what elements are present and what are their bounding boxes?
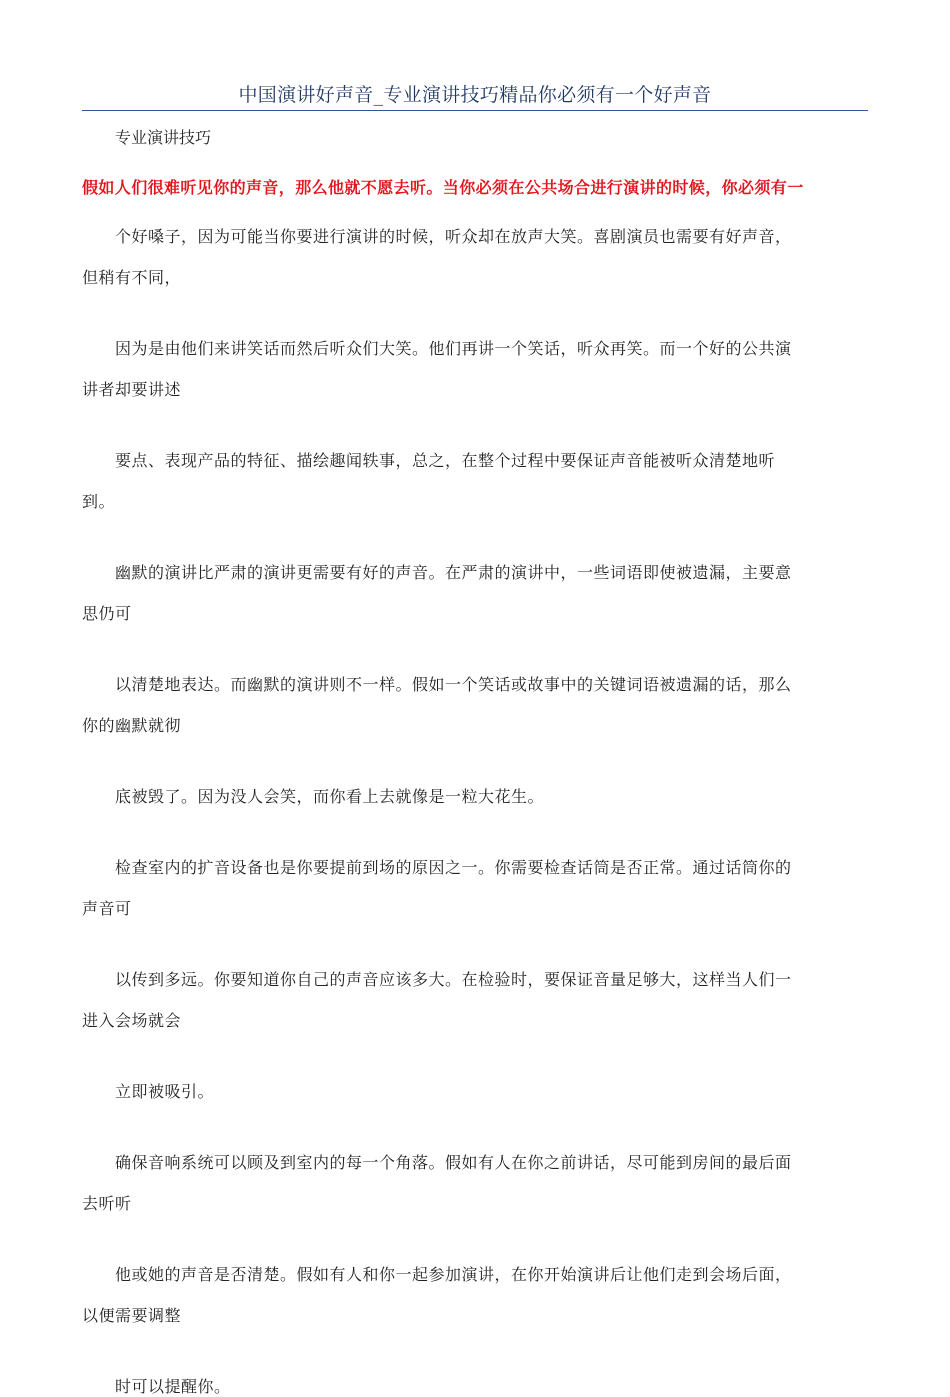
page-title: 中国演讲好声音_专业演讲技巧精品你必须有一个好声音: [238, 84, 712, 106]
paragraph-line: 确保音响系统可以顾及到室内的每一个角落。假如有人在你之前讲话，尽可能到房间的最后面: [115, 1153, 792, 1172]
paragraph-line: 进入会场就会: [82, 1011, 182, 1030]
paragraph-line: 到。: [82, 492, 116, 511]
paragraph: [82, 1153, 860, 1214]
paragraph: [82, 227, 860, 288]
paragraph: [82, 339, 860, 400]
paragraph: [82, 675, 860, 736]
document-body: [82, 124, 860, 1397]
paragraph: [82, 451, 860, 512]
highlighted-lead-sentence: 假如人们很难听见你的声音，那么他就不愿去听。当你必须在公共场合进行演讲的时候，你必须有一: [82, 178, 804, 197]
paragraph-line: 以清楚地表达。而幽默的演讲则不一样。假如一个笑话或故事中的关键词语被遗漏的话，那么: [115, 675, 792, 694]
paragraph: [82, 1265, 860, 1326]
paragraph-line: 立即被吸引。: [115, 1082, 215, 1101]
section-subheading: 专业演讲技巧: [115, 128, 212, 147]
paragraph-line: 声音可: [82, 899, 132, 918]
paragraph-line: 底被毁了。因为没人会笑，而你看上去就像是一粒大花生。: [115, 787, 545, 806]
paragraph: [82, 1377, 860, 1397]
paragraph-line: 他或她的声音是否清楚。假如有人和你一起参加演讲，在你开始演讲后让他们走到会场后面，: [115, 1265, 792, 1284]
paragraph: [82, 563, 860, 624]
paragraph-line: 但稍有不同，: [82, 268, 182, 287]
paragraph-line: 去听听: [82, 1194, 132, 1213]
paragraph-line: 时可以提醒你。: [115, 1377, 231, 1396]
paragraph-line: 幽默的演讲比严肃的演讲更需要有好的声音。在严肃的演讲中，一些词语即使被遗漏，主要意: [115, 563, 792, 582]
paragraph-line: 个好嗓子，因为可能当你要进行演讲的时候，听众却在放声大笑。喜剧演员也需要有好声音，: [115, 227, 792, 246]
paragraph-line: 要点、表现产品的特征、描绘趣闻轶事，总之，在整个过程中要保证声音能被听众清楚地听: [115, 451, 776, 470]
paragraph: [82, 858, 860, 919]
paragraph-line: 你的幽默就彻: [82, 716, 182, 735]
paragraph-line: 讲者却要讲述: [82, 380, 182, 399]
paragraph-line: 以便需要调整: [82, 1306, 182, 1325]
page-header: [82, 84, 868, 111]
paragraph: [82, 787, 860, 807]
paragraph-line: 检查室内的扩音设备也是你要提前到场的原因之一。你需要检查话筒是否正常。通过话筒你的: [115, 858, 792, 877]
paragraph: [82, 970, 860, 1031]
paragraph-line: 因为是由他们来讲笑话而然后听众们大笑。他们再讲一个笑话，听众再笑。而一个好的公共演: [115, 339, 792, 358]
paragraph: [82, 1082, 860, 1102]
paragraph-line: 思仍可: [82, 604, 132, 623]
paragraph-line: 以传到多远。你要知道你自己的声音应该多大。在检验时，要保证音量足够大，这样当人们一: [115, 970, 792, 989]
